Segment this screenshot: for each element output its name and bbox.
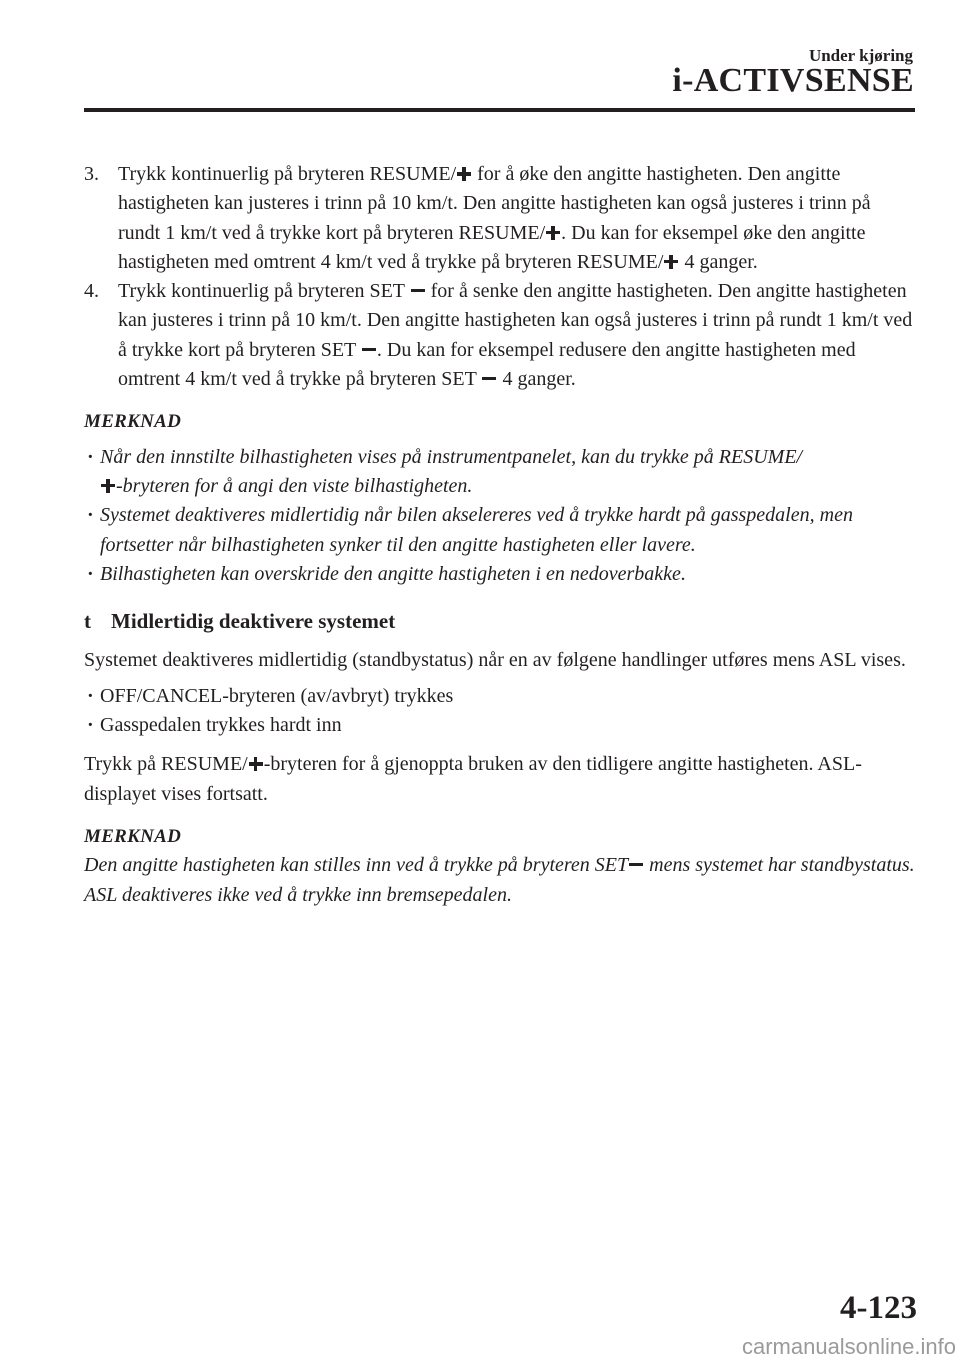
- minus-icon: [629, 858, 643, 872]
- step-text: for å senke den angitte hastigheten. Den angitte hastigheten kan justeres i trinn på 10 km/t. Den angitte hastigheten kan også justeres i trinn på rundt 1 km/t ved å trykke kort på bryteren SET: [118, 280, 913, 361]
- section-heading: [84, 607, 916, 636]
- note-paragraph: ASL deaktiveres ikke ved å trykke inn bremsepedalen.: [84, 883, 512, 906]
- note-list: [84, 443, 916, 589]
- bullet-icon: ·: [87, 445, 94, 468]
- section-intro: Systemet deaktiveres midlertidig (standbystatus) når en av følgene handlinger utføres mens ASL vises.: [84, 649, 906, 672]
- plus-icon: [101, 479, 115, 493]
- condition-item: [84, 711, 916, 740]
- watermark: carmanualsonline.info: [741, 1334, 956, 1359]
- step-text: . Du kan for eksempel redusere den angitte hastigheten med omtrent 4 km/t ved å trykke på bryteren SET: [118, 338, 856, 391]
- plus-icon: [457, 167, 471, 181]
- step-text: 4 ganger.: [679, 250, 758, 273]
- minus-icon: [482, 372, 496, 386]
- note-text: Bilhastigheten kan overskride den angitte hastigheten i en nedoverbakke.: [100, 562, 686, 585]
- step-text: Trykk kontinuerlig på bryteren RESUME/: [118, 163, 457, 185]
- page-number: 4-123: [840, 1290, 917, 1326]
- header-section-label: Under kjøring: [808, 46, 913, 65]
- bullet-icon: ·: [87, 562, 94, 585]
- condition-item: [84, 682, 916, 711]
- bullet-icon: ·: [87, 504, 94, 527]
- step-number: 4.: [84, 280, 99, 303]
- note-text: -bryteren for å angi den viste bilhastigheten.: [116, 474, 473, 497]
- condition-text: Gasspedalen trykkes hardt inn: [100, 714, 342, 737]
- header-rule: [84, 108, 915, 112]
- minus-icon: [362, 343, 376, 357]
- step-item: [84, 277, 916, 394]
- condition-list: [84, 682, 916, 741]
- step-number: 3.: [84, 163, 99, 185]
- header-chapter-title: i-ACTIVSENSE: [672, 62, 914, 99]
- condition-text: OFF/CANCEL-bryteren (av/avbryt) trykkes: [100, 684, 454, 707]
- note-text: Den angitte hastigheten kan stilles inn ved å trykke på bryteren SET: [84, 854, 629, 877]
- resume-text: -bryteren for å gjenoppta bruken av den tidligere angitte hastigheten. ASL-displayet vises fortsatt.: [84, 753, 862, 805]
- note-heading: MERKNAD: [84, 411, 182, 433]
- section-marker-icon: t: [84, 609, 91, 634]
- bullet-icon: ·: [87, 684, 94, 707]
- note-item: [84, 560, 916, 589]
- note-item: [84, 443, 916, 502]
- step-text: . Du kan for eksempel øke den angitte hastigheten med omtrent 4 km/t ved å trykke på bryteren RESUME/: [118, 221, 866, 273]
- plus-icon: [546, 226, 560, 240]
- step-text: for å øke den angitte hastigheten. Den angitte hastigheten kan justeres i trinn på 10 km/t. Den angitte hastigheten kan også justeres i trinn på rundt 1 km/t ved å trykke kort på bryteren RESUME/: [118, 163, 871, 244]
- bullet-icon: ·: [87, 714, 94, 737]
- step-text: Trykk kontinuerlig på bryteren SET: [118, 280, 410, 303]
- plus-icon: [249, 757, 263, 771]
- step-text: 4 ganger.: [497, 368, 576, 391]
- plus-icon: [664, 255, 678, 269]
- resume-text: Trykk på RESUME/: [84, 753, 248, 776]
- minus-icon: [411, 284, 425, 298]
- note-text: Systemet deaktiveres midlertidig når bilen akselereres ved å trykke hardt på gasspedalen, men fortsetter når bilhastigheten synker til den angitte hastigheten eller lavere.: [100, 504, 853, 556]
- page-content: [84, 160, 916, 910]
- step-item: [84, 160, 916, 277]
- note-heading: MERKNAD: [84, 825, 182, 847]
- resume-paragraph: [84, 750, 916, 809]
- note-text: mens systemet har standbystatus.: [644, 854, 915, 877]
- note-paragraph: [84, 851, 916, 880]
- note-item: [84, 501, 916, 560]
- step-list: [84, 160, 916, 394]
- note-text: Når den innstilte bilhastigheten vises på instrumentpanelet, kan du trykke på RESUME/: [100, 445, 803, 468]
- section-title: Midlertidig deaktivere systemet: [111, 609, 396, 634]
